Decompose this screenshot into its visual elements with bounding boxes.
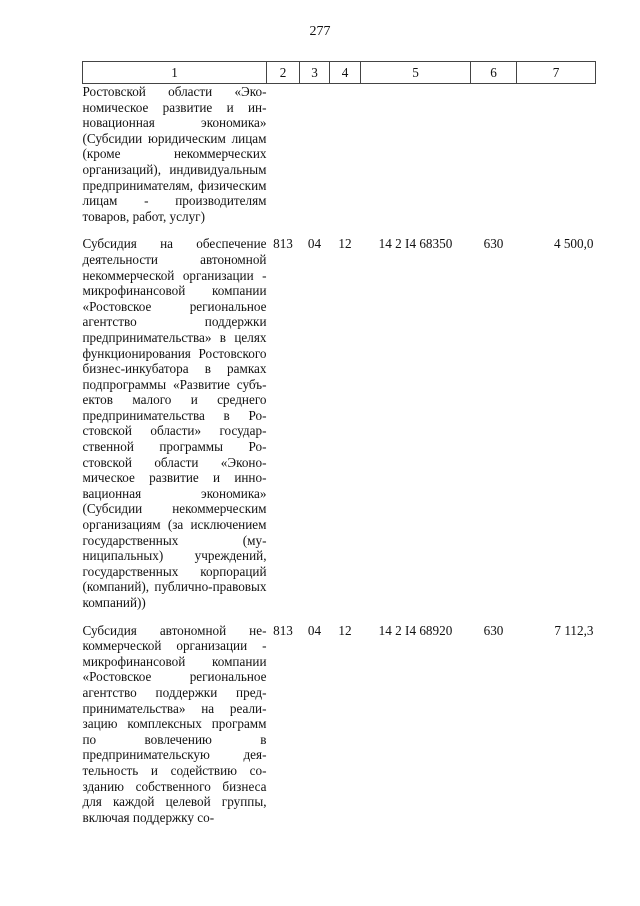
row-target-article: 14 2 I4 68920: [378, 622, 453, 638]
row-section-code: [300, 84, 330, 225]
row-expense-type: [471, 84, 517, 225]
page-number: 277: [309, 24, 331, 39]
row-target-article: 14 2 I4 68350: [378, 236, 453, 252]
column-header-1: 1: [83, 62, 267, 84]
table-row: [83, 623, 596, 826]
row-description: Субсидия автономной некоммерческой организации - микрофинансовой компании «Ростовское региональное агентство поддержки предпринимательства» на реализацию комплексных программ по вовлечению в предпринимательскую деятельность и содействию созданию собственного бизнеса для каждой целевой группы, включая поддержку со-: [82, 622, 267, 825]
row-section-code: 04: [307, 236, 322, 252]
row-expense-type: 630: [483, 236, 504, 252]
row-amount: [517, 84, 596, 225]
row-subsection-code: [330, 84, 361, 225]
row-description: Субсидия на обеспечение деятельности автономной некоммерческой организации - микрофинансовой компании «Ростовское региональное агентство поддержки предпринимательства» в целях функционирования Ростовского бизнес-инкубатора в рамках подпрограммы «Развитие субъектов малого и среднего предпринимательства в Ростовской области» государственной программы Ростовской области «Экономическое развитие и инновационная экономика» (Субсидии некоммерческим организациям (за исключением государственных (муниципальных) учреждений, государственных корпораций (компаний), публично-правовых компаний)): [82, 236, 267, 610]
column-header-5: 5: [361, 62, 471, 84]
column-header-2: 2: [267, 62, 300, 84]
row-amount: 7 112,3: [554, 622, 594, 638]
row-ministry-code: 813: [273, 622, 293, 638]
table-header-row: [83, 62, 596, 84]
row-spacer: [83, 611, 596, 623]
row-ministry-code: 813: [273, 236, 293, 252]
row-target-article: [361, 84, 471, 225]
column-header-4: 4: [330, 62, 361, 84]
table-row: [83, 84, 596, 225]
column-header-7: 7: [517, 62, 596, 84]
budget-table: [82, 61, 596, 825]
row-subsection-code: 12: [338, 236, 352, 252]
row-section-code: 04: [307, 622, 322, 638]
row-expense-type: 630: [483, 622, 504, 638]
row-amount: 4 500,0: [553, 236, 594, 252]
row-spacer: [83, 224, 596, 236]
column-header-6: 6: [471, 62, 517, 84]
row-ministry-code: [267, 84, 300, 225]
row-description: Ростовской области «Экономическое развитие и инновационная экономика» (Субсидии юридическим лицам (кроме некоммерческих организаций), индивидуальным предпринимателям, физическим лицам - производителям товаров, работ, услуг): [82, 84, 267, 224]
row-subsection-code: 12: [338, 622, 352, 638]
column-header-3: 3: [300, 62, 330, 84]
table-row: [83, 236, 596, 610]
